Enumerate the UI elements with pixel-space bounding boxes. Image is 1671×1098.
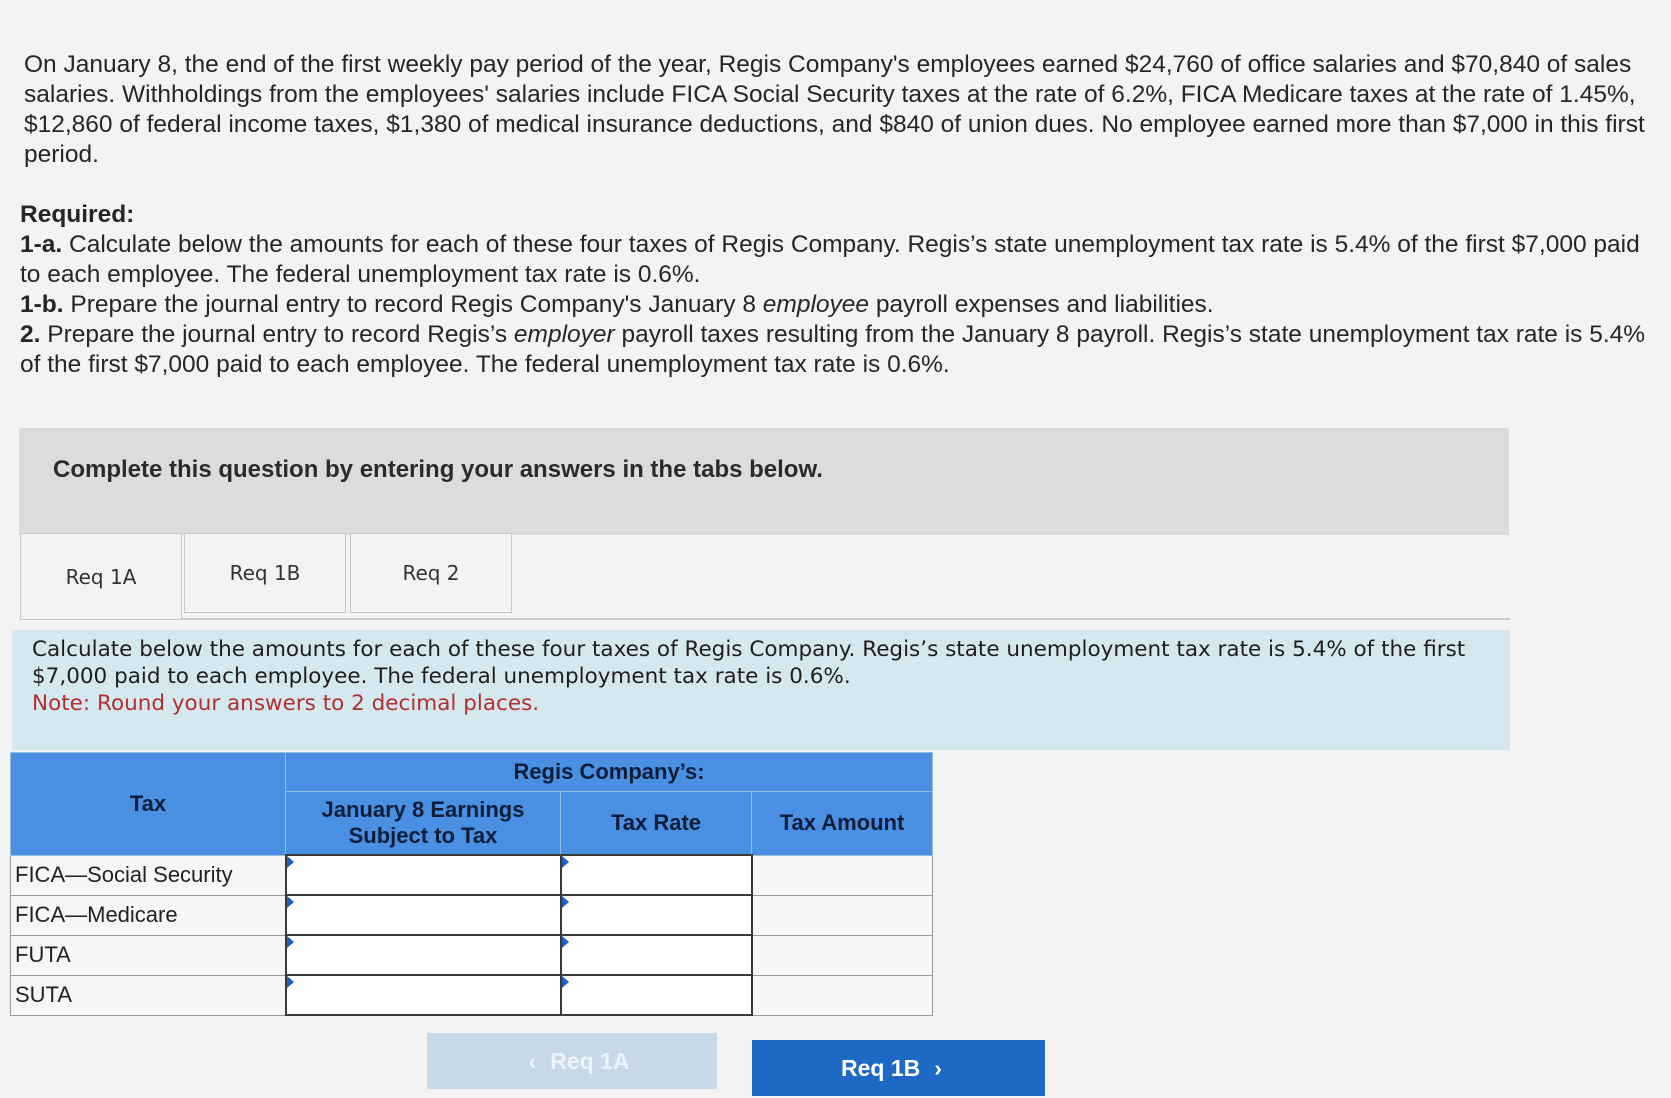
banner-text: Complete this question by entering your answers in the tabs below.	[53, 456, 823, 483]
next-req-label: Req 1B	[841, 1054, 921, 1081]
table-row	[11, 975, 933, 1015]
table-row	[11, 935, 933, 975]
earnings-input-fica-medicare[interactable]	[286, 895, 561, 935]
prev-req-label: Req 1A	[550, 1047, 630, 1074]
instruction-banner	[19, 428, 1509, 535]
chevron-right-icon: ›	[934, 1054, 942, 1081]
tab-req-1b[interactable]: Req 1B	[184, 533, 346, 613]
col-header-tax: Tax	[11, 753, 286, 856]
rate-input-futa[interactable]	[561, 935, 752, 975]
prev-req-button[interactable]	[427, 1033, 717, 1089]
tax-table	[10, 752, 933, 1016]
earnings-input-fica-ss[interactable]	[286, 855, 561, 895]
item-1a-label: 1-a.	[20, 231, 63, 258]
amount-suta	[752, 975, 933, 1015]
item-1a-text: Calculate below the amounts for each of these four taxes of Regis Company. Regis’s state unemployment tax rate is 5.4% of the first $7,000 paid to each employee. The federal unemployment tax rate is 0.6%.	[20, 231, 1640, 288]
chevron-left-icon: ‹	[528, 1047, 537, 1074]
earnings-input-suta[interactable]	[286, 975, 561, 1015]
row-label-futa: FUTA	[11, 935, 286, 975]
amount-fica-ss	[752, 855, 933, 895]
amount-fica-medicare	[752, 895, 933, 935]
instructions-text: Calculate below the amounts for each of these four taxes of Regis Company. Regis’s state unemployment tax rate is 5.4% of the first $7,000 paid to each employee. The federal unemployment tax rate is 0.6%.	[32, 637, 1466, 689]
item-2-em: employer	[513, 321, 615, 348]
tab-req-1a[interactable]: Req 1A	[20, 533, 182, 619]
rate-input-fica-ss[interactable]	[561, 855, 752, 895]
col-header-rate: Tax Rate	[561, 792, 752, 856]
col-header-earnings: January 8 Earnings Subject to Tax	[286, 792, 561, 856]
amount-futa	[752, 935, 933, 975]
required-section	[20, 200, 1660, 380]
required-heading: Required:	[20, 201, 135, 228]
item-2-label: 2.	[20, 321, 41, 348]
item-2-pre: Prepare the journal entry to record Regis’s	[47, 321, 508, 348]
col-header-amount: Tax Amount	[752, 792, 933, 856]
item-2-post: payroll taxes resulting from the January 8 payroll. Regis’s state unemployment tax rate is 5.4% of the first $7,000 paid to each employee. The federal unemployment tax rate is 0.6%.	[20, 321, 1646, 378]
tab-divider	[20, 618, 1510, 620]
group-header: Regis Company’s:	[286, 753, 933, 792]
required-item-1b	[20, 290, 1660, 320]
table-row	[11, 895, 933, 935]
rate-input-suta[interactable]	[561, 975, 752, 1015]
tab-req-2[interactable]: Req 2	[350, 533, 512, 613]
item-1b-post: payroll expenses and liabilities.	[875, 291, 1214, 318]
instructions-note: Note: Round your answers to 2 decimal places.	[32, 691, 540, 716]
row-label-suta: SUTA	[11, 975, 286, 1015]
next-req-button[interactable]	[752, 1040, 1045, 1096]
item-1b-pre: Prepare the journal entry to record Regis Company's January 8	[70, 291, 756, 318]
required-item-2	[20, 320, 1660, 380]
earnings-input-futa[interactable]	[286, 935, 561, 975]
table-row	[11, 855, 933, 895]
required-item-1a	[20, 230, 1660, 290]
rate-input-fica-medicare[interactable]	[561, 895, 752, 935]
tab-instructions	[12, 630, 1510, 750]
item-1b-label: 1-b.	[20, 291, 64, 318]
item-1b-em: employee	[762, 291, 870, 318]
row-label-fica-ss: FICA—Social Security	[11, 855, 286, 895]
row-label-fica-medicare: FICA—Medicare	[11, 895, 286, 935]
problem-intro: On January 8, the end of the first weekly pay period of the year, Regis Company's employees earned $24,760 of office salaries and $70,840 of sales salaries. Withholdings from the employees' salaries include FICA Social Security taxes at the rate of 6.2%, FICA Medicare taxes at the rate of 1.45%, $12,860 of federal income taxes, $1,380 of medical insurance deductions, and $840 of union dues. No employee earned more than $7,000 in this first period.	[24, 51, 1645, 168]
